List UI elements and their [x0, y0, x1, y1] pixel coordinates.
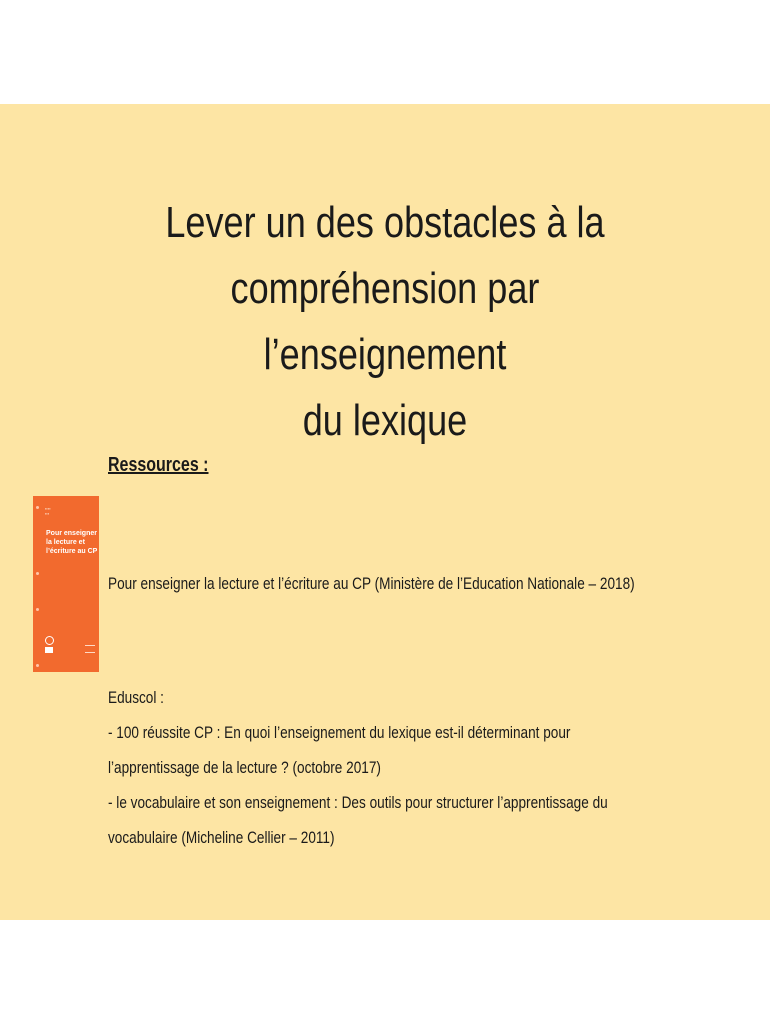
cover-title: Pour enseigner la lecture et l’écriture au CP — [46, 530, 98, 555]
eduscol-line: vocabulaire (Micheline Cellier – 2011) — [108, 828, 335, 847]
resources-heading: Ressources : — [108, 454, 209, 476]
resource-guide-cp: Pour enseigner la lecture et l’écriture au CP (Ministère de l’Education Nationale – 2018) — [108, 574, 635, 593]
cover-logo-icon — [45, 636, 54, 645]
slide — [0, 104, 770, 920]
cover-publisher-icon — [85, 645, 95, 653]
cover-dot — [36, 664, 39, 667]
cover-logo-icon — [45, 647, 53, 653]
title-line-2: compréhension par l’enseignement — [230, 264, 540, 379]
book-cover-image — [33, 496, 99, 672]
eduscol-line: - 100 réussite CP : En quoi l’enseignement du lexique est-il déterminant pour — [108, 723, 571, 742]
eduscol-label: Eduscol : — [108, 688, 164, 707]
cover-dot — [36, 608, 39, 611]
eduscol-line: - le vocabulaire et son enseignement : Des outils pour structurer l’apprentissage du — [108, 793, 608, 812]
cover-dot — [36, 506, 39, 509]
title-line-1: Lever un des obstacles à la — [165, 198, 605, 247]
cover-header-mark: ▪▪▪▪ ▪▪▪ — [45, 506, 51, 516]
eduscol-line: l’apprentissage de la lecture ? (octobre 2017) — [108, 758, 381, 777]
cover-dot — [36, 572, 39, 575]
slide-title — [119, 190, 652, 454]
title-line-3: du lexique — [302, 396, 468, 445]
eduscol-resources — [108, 680, 652, 855]
